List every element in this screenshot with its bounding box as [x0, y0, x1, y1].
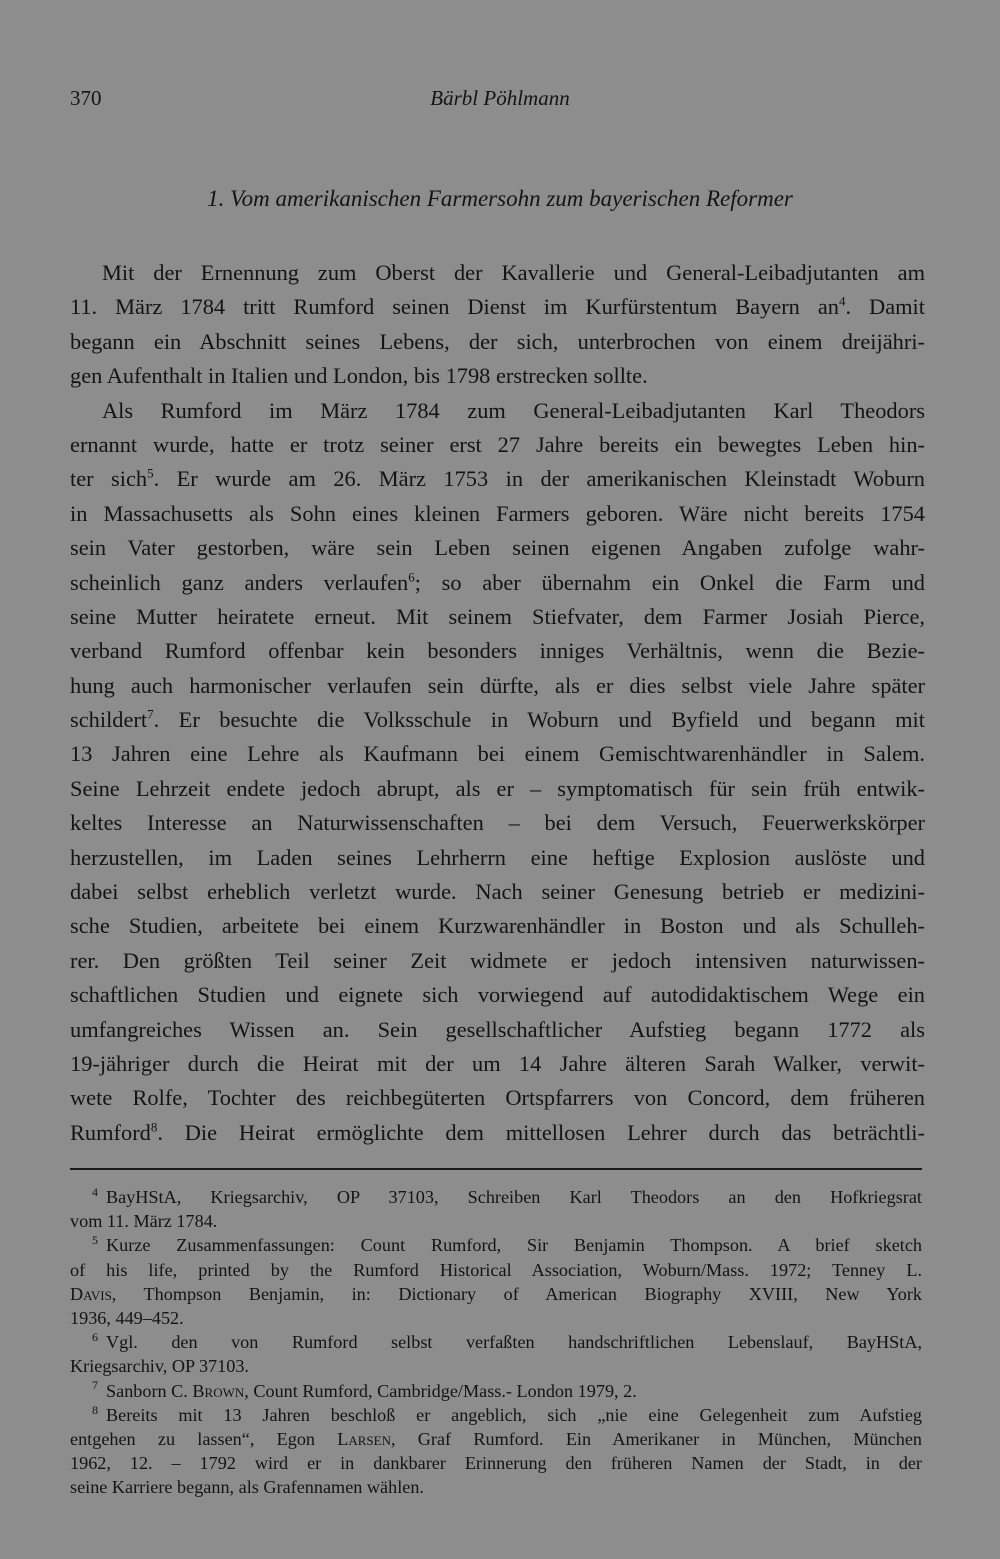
- body-line: umfangreiches Wissen an. Sein gesellschaftlicher Aufstieg begann 1772 als: [70, 1016, 925, 1042]
- body-line: herzustellen, im Laden seines Lehrherrn eine heftige Explosion auslöste und: [70, 844, 925, 870]
- footnotes: [70, 1185, 922, 1499]
- body-line: ter sich$^5$. Er wurde am 26. März 1753 in der amerikanischen Kleinstadt Woburn: [70, 465, 925, 492]
- body-line: scheinlich ganz anders verlaufen$^6$; so aber übernahm ein Onkel die Farm und: [70, 569, 925, 595]
- author-name: Davis: [70, 1283, 112, 1304]
- body-line: keltes Interesse an Naturwissenschaften – bei dem Versuch, Feuerwerkskörper: [70, 810, 925, 836]
- footnote-5: $^5$ Kurze Zusammenfassungen: Count Rumford, Sir Benjamin Thompson. A brief sketch of his life, printed by the Rumford Historical Association, Woburn/Mass. 1972; Tenney L. Davis, Thompson Benjamin, in: Dictionary of American Biography XVIII, New York 1936, 449–452.: [70, 1233, 922, 1328]
- body-line: gen Aufenthalt in Italien und London, bis 1798 erstrecken sollte.: [70, 363, 648, 389]
- body-line: sein Vater gestorben, wäre sein Leben seinen eigenen Angaben zufolge wahr-: [70, 535, 925, 561]
- body-line: ernannt wurde, hatte er trotz seiner erst 27 Jahre bereits ein bewegtes Leben hin-: [70, 431, 925, 457]
- footnote-ref-5[interactable]: 5: [147, 465, 154, 481]
- body-line: wete Rolfe, Tochter des reichbegüterten Ortspfarrers von Concord, dem früheren: [70, 1085, 925, 1111]
- footnote-6: $^6$ Vgl. den von Rumford selbst verfaßten handschriftlichen Lebenslauf, BayHStA, Kriegsarchiv, OP 37103.: [70, 1330, 922, 1377]
- running-head-author: Bärbl Pöhlmann: [430, 86, 570, 110]
- body-line: seine Mutter heiratete erneut. Mit seinem Stiefvater, dem Farmer Josiah Pierce,: [70, 603, 925, 629]
- body-line: 11. März 1784 tritt Rumford seinen Dienst im Kurfürstentum Bayern $an^4$. Damit: [70, 293, 925, 320]
- body-line: in Massachusetts als Sohn eines kleinen Farmers geboren. Wäre nicht bereits 1754: [70, 500, 925, 526]
- page-number: 370: [70, 86, 102, 110]
- body-line: begann ein Abschnitt seines Lebens, der sich, unterbrochen von einem dreijähri-: [70, 328, 925, 354]
- body-line: hung auch harmonischer verlaufen sein dürfte, als er dies selbst viele Jahre später: [70, 672, 925, 698]
- footnote-number: 8: [92, 1402, 98, 1417]
- page-header: [70, 86, 930, 116]
- body-line: verband Rumford offenbar kein besonders inniges Verhältnis, wenn die Bezie-: [70, 638, 925, 664]
- body-line: Seine Lehrzeit endete jedoch abrupt, als er – symptomatisch für sein früh entwik-: [70, 775, 925, 801]
- body-line: schildert$^7$. Er besuchte die Volksschule in Woburn und Byfield und begann mit: [70, 706, 925, 733]
- body-line: 13 Jahren eine Lehre als Kaufmann bei einem Gemischtwarenhändler in Salem.: [70, 741, 925, 767]
- footnote-ref-7[interactable]: 7: [147, 706, 154, 722]
- body-line: 19-jähriger durch die Heirat mit der um 14 Jahre älteren Sarah Walker, verwit-: [70, 1050, 925, 1076]
- author-name: Larsen: [337, 1428, 391, 1449]
- body-text: [70, 256, 925, 1150]
- body-line: dabei selbst erheblich verletzt wurde. Nach seiner Genesung betrieb er medizini-: [70, 879, 925, 905]
- footnote-7: $^7$ Sanborn C. Brown, Count Rumford, Cambridge/Mass.- London 1979, 2.: [92, 1378, 637, 1401]
- footnote-divider: [70, 1168, 922, 1170]
- footnote-ref-6[interactable]: 6: [408, 569, 415, 585]
- footnote-number: 4: [92, 1184, 98, 1199]
- footnote-8: $^8$ Bereits mit 13 Jahren beschloß er angeblich, sich „nie eine Gelegenheit zum Aufstieg entgehen zu lassen“, Egon Larsen, Graf Rumford. Ein Amerikaner in München, München 1962, 12. – 1792 wird er in dankbarer Erinnerung den früheren Namen der Stadt, in der seine Karriere begann, als Grafennamen wählen.: [70, 1402, 922, 1498]
- footnote-number: 6: [92, 1330, 98, 1345]
- footnote-ref-8[interactable]: 8: [150, 1119, 158, 1135]
- body-line: rer. Den größten Teil seiner Zeit widmete er jedoch intensiven naturwissen-: [70, 947, 925, 973]
- body-line: Als Rumford im März 1784 zum General-Leibadjutanten Karl Theodors: [102, 397, 925, 423]
- footnote-number: 7: [92, 1378, 98, 1393]
- footnote-4: $^4$ BayHStA, Kriegsarchiv, OP 37103, Schreiben Karl Theodors an den Hofkriegsrat vom 11. März 1784.: [70, 1184, 922, 1232]
- body-line: schaftlichen Studien und eignete sich vorwiegend auf autodidaktischem Wege ein: [70, 982, 925, 1008]
- footnote-ref-4[interactable]: 4: [838, 293, 846, 309]
- footnote-number: 5: [92, 1233, 98, 1248]
- body-line: Mit der Ernennung zum Oberst der Kavallerie und General-Leibadjutanten am: [102, 260, 925, 285]
- author-name: Brown: [192, 1380, 245, 1401]
- section-title: 1. Vom amerikanischen Farmersohn zum bayerischen Reformer: [207, 186, 793, 211]
- body-line: Rumford$^8$. Die Heirat ermöglichte dem mittellosen Lehrer durch das beträchtli-: [70, 1119, 925, 1145]
- body-line: sche Studien, arbeitete bei einem Kurzwarenhändler in Boston und als Schulleh-: [70, 913, 925, 939]
